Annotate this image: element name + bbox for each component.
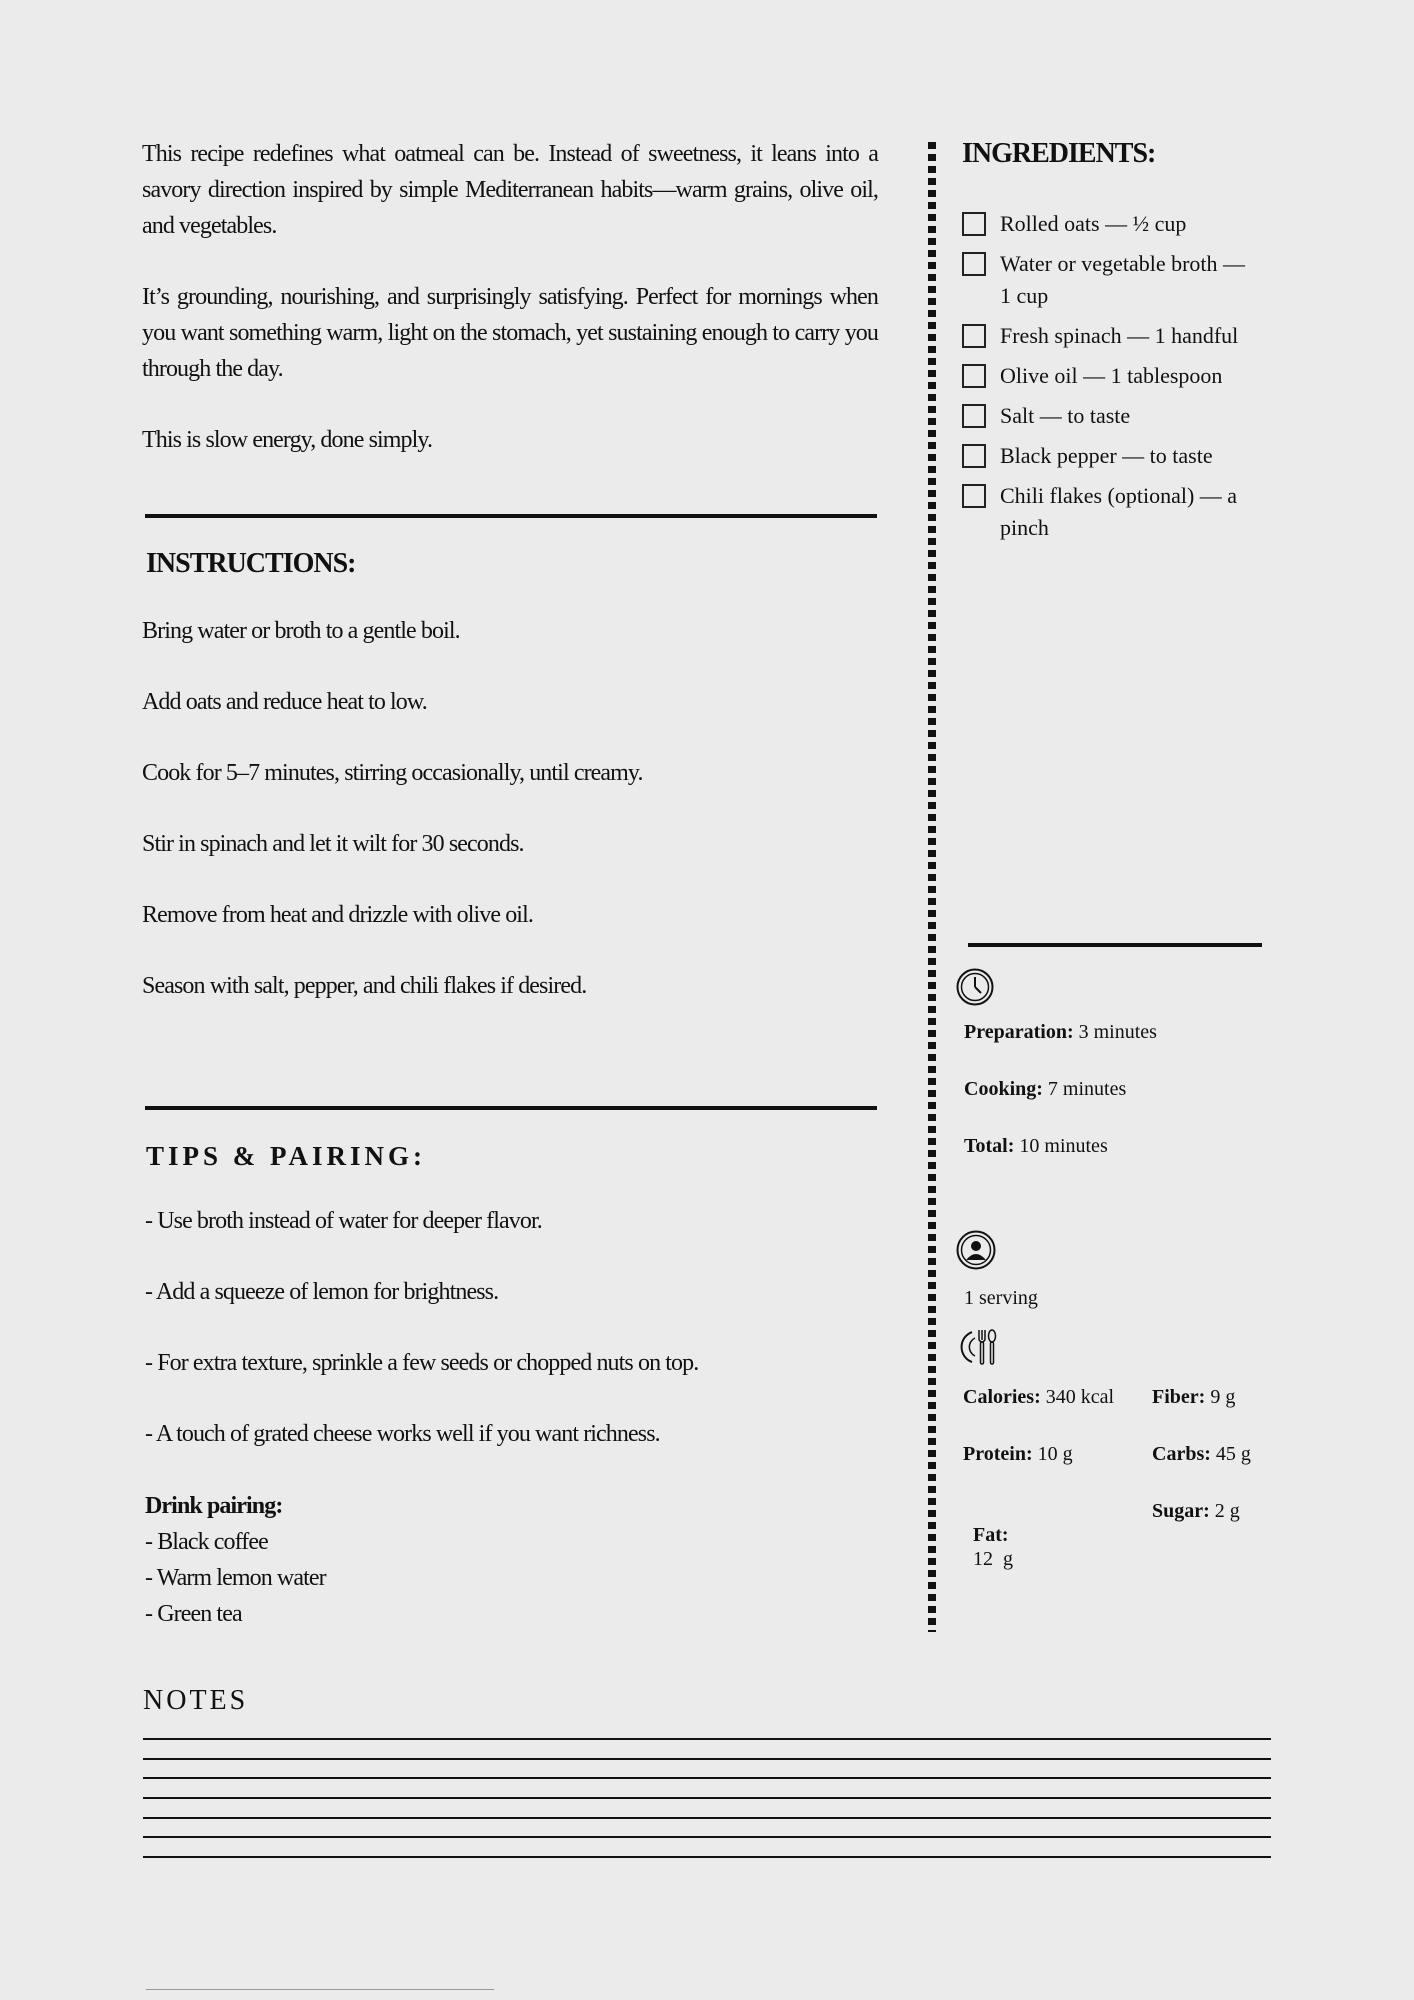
prep-label: Preparation: (964, 1021, 1074, 1043)
section-divider (145, 1106, 877, 1110)
intro-paragraph: It’s grounding, nourishing, and surprisingly satisfying. Perfect for mornings when you want something warm, light on the stomach, yet sustaining enough to carry you through the day. (142, 284, 878, 382)
instruction-step: Add oats and reduce heat to low. (142, 689, 427, 715)
ingredient-item (962, 248, 1258, 312)
instructions-title: INSTRUCTIONS: (146, 548, 356, 579)
ingredient-item (962, 440, 1258, 472)
tip-item: - For extra texture, sprinkle a few seeds or chopped nuts on top. (145, 1350, 699, 1376)
ingredient-checkbox[interactable] (962, 484, 986, 508)
ingredient-label: Fresh spinach — 1 handful (1000, 323, 1239, 348)
ingredient-checkbox[interactable] (962, 212, 986, 236)
ingredient-checkbox[interactable] (962, 252, 986, 276)
instruction-step: Cook for 5–7 minutes, stirring occasionally, until creamy. (142, 760, 643, 786)
total-time (964, 1134, 1108, 1158)
servings-text: 1 serving (964, 1287, 1038, 1309)
nutrition-fat (963, 1499, 1013, 1571)
drink-pairing-title: Drink pairing: (145, 1493, 283, 1519)
ingredient-item (962, 320, 1258, 352)
fiber-label: Fiber: (1152, 1386, 1206, 1408)
nutrition-protein (963, 1442, 1073, 1466)
fat-value: 12 g (973, 1548, 1013, 1570)
ingredient-checkbox[interactable] (962, 324, 986, 348)
intro-text (142, 136, 878, 458)
ingredients-title: INGREDIENTS: (962, 138, 1156, 169)
nutrition-fiber (1152, 1385, 1235, 1409)
nutrition-carbs (1152, 1442, 1251, 1466)
ingredient-label: Chili flakes (optional) — a pinch (1000, 483, 1238, 540)
ingredient-item (962, 480, 1258, 544)
instruction-step: Bring water or broth to a gentle boil. (142, 618, 460, 644)
calories-label: Calories: (963, 1386, 1041, 1408)
instructions-list (142, 613, 643, 1004)
note-line (143, 1836, 1271, 1838)
ingredient-label: Olive oil — 1 tablespoon (1000, 363, 1223, 388)
ingredient-label: Water or vegetable broth — 1 cup (1000, 251, 1246, 308)
tips-list (145, 1203, 698, 1452)
prep-time (964, 1020, 1157, 1044)
tip-item: - A touch of grated cheese works well if you want richness. (145, 1421, 660, 1447)
intro-paragraph: This recipe redefines what oatmeal can be. Instead of sweetness, it leans into a savory direction inspired by simple Mediterranean habits—warm grains, olive oil, and vegetables. (142, 141, 878, 239)
note-line (143, 1797, 1271, 1799)
tips-title: TIPS & PAIRING: (146, 1141, 427, 1171)
plate-utensils-icon (958, 1326, 1000, 1368)
prep-value: 3 minutes (1078, 1021, 1157, 1043)
nutrition-calories (963, 1385, 1114, 1409)
notes-title: NOTES (143, 1685, 249, 1716)
sugar-value: 2 g (1214, 1500, 1240, 1522)
intro-paragraph: This is slow energy, done simply. (142, 427, 433, 453)
ingredient-item (962, 208, 1258, 240)
note-line (143, 1738, 1271, 1740)
cook-label: Cooking: (964, 1078, 1043, 1100)
ingredients-list (962, 208, 1258, 552)
ingredient-checkbox[interactable] (962, 364, 986, 388)
instruction-step: Remove from heat and drizzle with olive oil. (142, 902, 533, 928)
ingredient-label: Rolled oats — ½ cup (1000, 211, 1187, 236)
ingredient-item (962, 360, 1258, 392)
sugar-label: Sugar: (1152, 1500, 1210, 1522)
protein-label: Protein: (963, 1443, 1033, 1465)
drink-item: - Black coffee (145, 1529, 268, 1555)
ingredient-item (962, 400, 1258, 432)
person-icon (956, 1230, 996, 1270)
instruction-step: Season with salt, pepper, and chili flakes if desired. (142, 973, 587, 999)
total-label: Total: (964, 1135, 1015, 1157)
total-value: 10 minutes (1019, 1135, 1108, 1157)
cook-value: 7 minutes (1047, 1078, 1127, 1100)
clock-icon (956, 968, 994, 1006)
carbs-label: Carbs: (1152, 1443, 1211, 1465)
fat-label: Fat: (973, 1524, 1009, 1546)
column-divider (928, 142, 936, 1632)
drink-item: - Green tea (145, 1601, 242, 1627)
note-line (143, 1758, 1271, 1760)
section-divider (145, 514, 877, 518)
ingredient-label: Salt — to taste (1000, 403, 1131, 428)
drink-pairing (145, 1489, 326, 1632)
ingredient-checkbox[interactable] (962, 404, 986, 428)
calories-value: 340 kcal (1045, 1386, 1115, 1408)
ingredient-label: Black pepper — to taste (1000, 443, 1213, 468)
tip-item: - Use broth instead of water for deeper flavor. (145, 1208, 542, 1234)
instruction-step: Stir in spinach and let it wilt for 30 seconds. (142, 831, 524, 857)
drink-item: - Warm lemon water (145, 1565, 326, 1591)
footer-line (146, 1989, 494, 1990)
cook-time (964, 1077, 1126, 1101)
ingredient-checkbox[interactable] (962, 444, 986, 468)
tip-item: - Add a squeeze of lemon for brightness. (145, 1279, 499, 1305)
carbs-value: 45 g (1215, 1443, 1251, 1465)
note-line (143, 1856, 1271, 1858)
protein-value: 10 g (1037, 1443, 1073, 1465)
nutrition-sugar (1152, 1499, 1240, 1523)
sidebar-divider (968, 943, 1262, 947)
note-line (143, 1817, 1271, 1819)
fiber-value: 9 g (1210, 1386, 1236, 1408)
note-line (143, 1777, 1271, 1779)
